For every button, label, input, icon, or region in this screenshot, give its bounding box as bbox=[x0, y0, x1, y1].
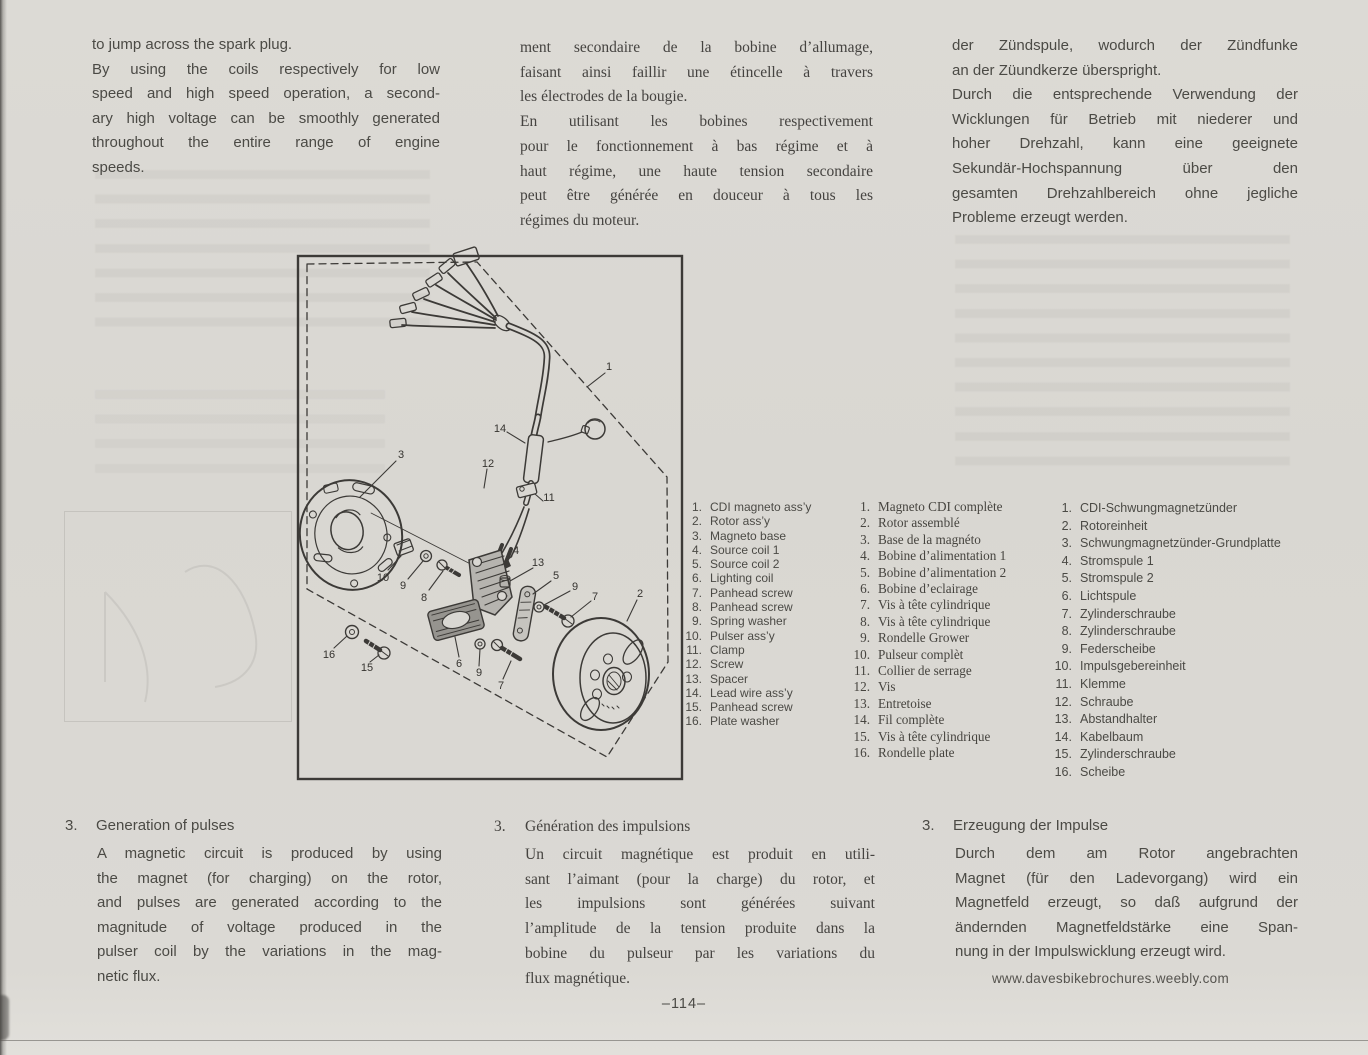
part-number: 10. bbox=[1054, 659, 1072, 674]
callout-label: 9 bbox=[399, 580, 407, 592]
parts-list-item bbox=[844, 581, 1044, 597]
part-name: Abstandhalter bbox=[1080, 712, 1158, 727]
parts-list-item bbox=[1044, 553, 1314, 571]
panhead-screw bbox=[546, 604, 574, 627]
body-paragraph-french bbox=[525, 843, 875, 991]
text-line: peut être générée en douceur à tous les bbox=[520, 187, 873, 205]
parts-list-item bbox=[676, 571, 851, 585]
part-name: Rotoreinheit bbox=[1080, 518, 1148, 533]
text-line: By using the coils respectively for low bbox=[92, 60, 440, 78]
part-number: 3. bbox=[860, 531, 870, 547]
part-name: CDI-Schwungmagnetzünder bbox=[1080, 501, 1238, 515]
part-name: Source coil 2 bbox=[710, 557, 780, 572]
parts-list-item bbox=[676, 700, 851, 714]
text-line: les électrodes de la bougie. bbox=[520, 88, 688, 106]
intro-paragraph-french bbox=[520, 36, 873, 234]
part-name: Vis à tête cylindrique bbox=[878, 613, 991, 629]
part-name: Federscheibe bbox=[1080, 641, 1156, 656]
callout-label: 4 bbox=[512, 545, 520, 557]
spring-washer bbox=[534, 602, 544, 612]
parts-list-item bbox=[1044, 729, 1314, 747]
part-number: 15. bbox=[853, 728, 870, 744]
stator-plate bbox=[296, 471, 412, 600]
section-title: Generation of pulses bbox=[96, 817, 235, 834]
part-name: Zylinderschraube bbox=[1080, 606, 1176, 621]
part-name: Vis à tête cylindrique bbox=[878, 728, 991, 744]
part-number: 14. bbox=[1054, 729, 1072, 744]
parts-list-item bbox=[676, 629, 851, 643]
part-name: Panhead screw bbox=[710, 700, 793, 715]
callout-label: 8 bbox=[420, 592, 428, 604]
part-name: Base de la magnéto bbox=[878, 531, 981, 547]
text-line: hoher Drehzahl, kann eine geeignete bbox=[952, 135, 1298, 153]
part-name: Plate washer bbox=[710, 714, 780, 729]
parts-list-item bbox=[676, 500, 851, 514]
part-name: Source coil 1 bbox=[710, 542, 780, 557]
callout-label: 6 bbox=[455, 658, 463, 670]
part-name: Spring washer bbox=[710, 614, 787, 629]
bleedthrough-figure-box bbox=[64, 511, 292, 722]
pulser-pickup bbox=[393, 538, 413, 556]
part-number: 2. bbox=[691, 514, 702, 529]
parts-list-item bbox=[1044, 606, 1314, 624]
part-name: Magneto CDI complète bbox=[878, 499, 1003, 514]
text-line: speeds. bbox=[92, 158, 145, 176]
parts-list-item bbox=[676, 657, 851, 671]
part-name: Pulser ass’y bbox=[710, 628, 775, 643]
text-line: Un circuit magnétique est produit en utili- bbox=[525, 846, 875, 863]
parts-list-item bbox=[676, 643, 851, 657]
part-number: 16. bbox=[685, 714, 702, 729]
part-number: 7. bbox=[1061, 606, 1072, 621]
part-name: Panhead screw bbox=[710, 585, 793, 600]
part-number: 12. bbox=[1054, 694, 1072, 709]
parts-list-item bbox=[676, 529, 851, 543]
text-line: haut régime, une haute tension secondaire bbox=[520, 162, 873, 180]
parts-list-item bbox=[844, 745, 1044, 761]
part-number: 7. bbox=[860, 597, 870, 613]
part-number: 13. bbox=[1054, 712, 1072, 727]
part-name: Rondelle Grower bbox=[878, 630, 970, 646]
wiring-harness bbox=[390, 247, 605, 571]
part-name: Spacer bbox=[710, 671, 749, 686]
part-name: Bobine d’alimentation 1 bbox=[878, 548, 1007, 564]
part-number: 12. bbox=[685, 657, 702, 672]
parts-list-item bbox=[1044, 694, 1314, 712]
section-heading-french bbox=[494, 818, 690, 836]
parts-list-item bbox=[1044, 623, 1314, 641]
text-line: Wicklungen für Betrieb mit niederer und bbox=[952, 110, 1298, 128]
parts-list-item bbox=[1044, 676, 1314, 694]
part-number: 8. bbox=[860, 613, 870, 629]
text-line: pour le fonctionnement à bas régime et à bbox=[520, 137, 873, 155]
part-number: 9. bbox=[691, 614, 702, 629]
section-title: Génération des impulsions bbox=[525, 818, 691, 835]
text-line: netic flux. bbox=[97, 967, 161, 985]
section-heading-english bbox=[65, 817, 234, 834]
parts-list-item bbox=[1044, 764, 1314, 782]
part-number: 1. bbox=[691, 500, 702, 514]
part-name: Impulsgebereinheit bbox=[1080, 659, 1186, 674]
parts-list-item bbox=[1044, 746, 1314, 764]
text-line: Durch die entsprechende Verwendung der bbox=[952, 86, 1298, 104]
part-name: Stromspule 1 bbox=[1080, 553, 1154, 568]
part-number: 4. bbox=[860, 548, 870, 564]
callout-label: 12 bbox=[481, 458, 495, 470]
parts-list-item bbox=[676, 557, 851, 571]
part-name: Schwungmagnetzünder-Grundplatte bbox=[1080, 536, 1281, 551]
parts-list-item bbox=[844, 614, 1044, 630]
part-number: 6. bbox=[691, 571, 702, 586]
part-number: 9. bbox=[860, 630, 870, 646]
part-name: Magneto base bbox=[710, 528, 787, 543]
part-number: 11. bbox=[854, 663, 870, 679]
part-name: Zylinderschraube bbox=[1080, 624, 1176, 639]
part-name: Lighting coil bbox=[710, 571, 774, 586]
parts-list-german bbox=[1044, 500, 1314, 782]
text-line: ary high voltage can be smoothly generated bbox=[92, 109, 440, 127]
part-number: 5. bbox=[691, 557, 702, 572]
callout-label: 9 bbox=[475, 667, 483, 679]
scan-corner-shadow bbox=[0, 995, 9, 1040]
parts-list-item bbox=[1044, 500, 1314, 518]
callout-label: 7 bbox=[591, 591, 599, 603]
parts-list-item bbox=[844, 548, 1044, 564]
part-number: 5. bbox=[860, 564, 870, 580]
part-name: Kabelbaum bbox=[1080, 729, 1144, 744]
parts-list-item bbox=[1044, 641, 1314, 659]
parts-list-item bbox=[676, 672, 851, 686]
part-number: 15. bbox=[685, 700, 702, 715]
part-number: 8. bbox=[691, 600, 702, 615]
parts-list-item bbox=[844, 696, 1044, 712]
parts-list-french bbox=[844, 499, 1044, 762]
parts-list-item bbox=[844, 597, 1044, 613]
part-number: 10. bbox=[685, 628, 702, 643]
part-number: 3. bbox=[1061, 536, 1072, 551]
callout-label: 15 bbox=[360, 662, 374, 674]
parts-list-item bbox=[1044, 518, 1314, 536]
callout-label: 14 bbox=[493, 423, 507, 435]
parts-list-item bbox=[1044, 570, 1314, 588]
parts-list-item bbox=[844, 729, 1044, 745]
lighting-coil bbox=[427, 599, 485, 641]
panhead-screw bbox=[437, 560, 459, 575]
scan-bottom-line bbox=[0, 1040, 1368, 1041]
callout-label: 2 bbox=[636, 588, 644, 600]
text-line: Probleme erzeugt werden. bbox=[952, 209, 1128, 227]
part-number: 6. bbox=[860, 581, 870, 597]
section-number: 3. bbox=[65, 817, 78, 834]
part-number: 1. bbox=[860, 499, 870, 514]
part-name: Klemme bbox=[1080, 676, 1126, 691]
part-name: CDI magneto ass’y bbox=[710, 500, 812, 514]
text-line: der Zündspule, wodurch der Zündfunke bbox=[952, 37, 1298, 54]
part-name: Bobine d’eclairage bbox=[878, 581, 978, 597]
part-number: 8. bbox=[1061, 624, 1072, 639]
rotor-flywheel bbox=[553, 618, 649, 730]
parts-list-item bbox=[676, 686, 851, 700]
text-line: and pulses are generated according to the bbox=[97, 894, 442, 912]
part-number: 9. bbox=[1061, 641, 1072, 656]
text-line: bobine du pulseur par les variations du bbox=[525, 944, 875, 962]
part-name: Rotor ass’y bbox=[710, 514, 771, 529]
parts-list-item bbox=[1044, 711, 1314, 729]
parts-list-item bbox=[844, 565, 1044, 581]
panhead-screw bbox=[492, 640, 521, 660]
parts-list-item bbox=[844, 712, 1044, 728]
figure-frame bbox=[298, 256, 682, 779]
text-line: the magnet (for charging) on the rotor, bbox=[97, 869, 442, 887]
parts-list-item bbox=[676, 600, 851, 614]
section-number: 3. bbox=[922, 817, 935, 834]
part-number: 14. bbox=[685, 685, 702, 700]
intro-paragraph-german bbox=[952, 34, 1298, 231]
parts-list-item bbox=[676, 614, 851, 628]
part-name: Pulseur complèt bbox=[878, 646, 964, 662]
plate-washer bbox=[346, 626, 359, 639]
text-line: sant l’aimant (pour la charge) du rotor, et bbox=[525, 870, 875, 888]
parts-list-item bbox=[844, 499, 1044, 515]
part-name: Lichtspule bbox=[1080, 588, 1137, 603]
part-number: 15. bbox=[1054, 747, 1072, 762]
parts-list-item bbox=[844, 630, 1044, 646]
text-line: speed and high speed operation, a second- bbox=[92, 85, 440, 103]
part-name: Panhead screw bbox=[710, 600, 793, 615]
part-name: Lead wire ass’y bbox=[710, 685, 793, 700]
parts-list-item bbox=[676, 586, 851, 600]
part-number: 5. bbox=[1061, 571, 1072, 586]
text-line: régimes du moteur. bbox=[520, 211, 640, 229]
text-line: throughout the entire range of engine bbox=[92, 134, 440, 152]
text-line: an der Züundkerze überspright. bbox=[952, 61, 1162, 79]
body-paragraph-german bbox=[955, 842, 1298, 965]
part-number: 13. bbox=[685, 671, 702, 686]
part-name: Zylinderschraube bbox=[1080, 747, 1176, 762]
spring-washer bbox=[475, 639, 485, 649]
part-name: Vis à tête cylindrique bbox=[878, 597, 991, 613]
part-name: Schraube bbox=[1080, 694, 1134, 709]
part-number: 13. bbox=[853, 695, 870, 711]
part-number: 2. bbox=[1061, 518, 1072, 533]
part-name: Bobine d’alimentation 2 bbox=[878, 564, 1007, 580]
spring-washer bbox=[421, 551, 432, 562]
text-line: magnitude of voltage produced in the bbox=[97, 918, 442, 936]
text-line: nung in der Impulswicklung erzeugt wird. bbox=[955, 943, 1226, 961]
text-line: A magnetic circuit is produced by using bbox=[97, 845, 442, 862]
part-name: Rotor assemblé bbox=[878, 515, 960, 531]
dashed-outline bbox=[307, 262, 668, 757]
callout-label: 7 bbox=[497, 680, 505, 692]
parts-list-item bbox=[676, 514, 851, 528]
callout-label: 5 bbox=[552, 570, 560, 582]
part-name: Clamp bbox=[710, 642, 745, 657]
parts-list-item bbox=[844, 515, 1044, 531]
text-line: faisant ainsi faillir une étincelle à travers bbox=[520, 63, 873, 81]
text-line: Magnet (für den Ladevorgang) wird ein bbox=[955, 869, 1298, 887]
parts-list-item bbox=[844, 532, 1044, 548]
part-number: 2. bbox=[860, 515, 870, 531]
part-number: 6. bbox=[1061, 588, 1072, 603]
callout-label: 13 bbox=[531, 557, 545, 569]
text-line: Sekundär-Hochspannung über den bbox=[952, 159, 1298, 177]
parts-list-item bbox=[1044, 588, 1314, 606]
part-name: Vis bbox=[878, 679, 896, 695]
part-name: Scheibe bbox=[1080, 764, 1126, 779]
parts-list-item bbox=[676, 714, 851, 728]
parts-list-english bbox=[676, 500, 851, 729]
part-number: 16. bbox=[853, 745, 870, 761]
bleedthrough-text bbox=[955, 235, 1290, 480]
callout-label: 1 bbox=[605, 361, 613, 373]
text-line: ment secondaire de la bobine d’allumage, bbox=[520, 39, 873, 56]
parts-list-item bbox=[844, 663, 1044, 679]
part-number: 1. bbox=[1061, 501, 1072, 515]
callout-label: 16 bbox=[322, 649, 336, 661]
part-number: 16. bbox=[1054, 764, 1072, 779]
part-number: 12. bbox=[853, 679, 870, 695]
text-line: En utilisant les bobines respectivement bbox=[520, 113, 873, 131]
part-number: 11. bbox=[1055, 676, 1072, 691]
part-name: Entretoise bbox=[878, 695, 932, 711]
text-line: flux magnétique. bbox=[525, 969, 631, 987]
part-name: Fil complète bbox=[878, 712, 945, 728]
scan-left-edge bbox=[0, 0, 7, 1055]
section-title: Erzeugung der Impulse bbox=[953, 817, 1109, 834]
text-line: l’amplitude de la tension produite dans la bbox=[525, 920, 875, 938]
parts-list-item bbox=[844, 647, 1044, 663]
parts-list-item bbox=[676, 543, 851, 557]
callout-label: 10 bbox=[376, 572, 390, 584]
page-number: –114– bbox=[661, 996, 707, 1012]
part-name: Stromspule 2 bbox=[1080, 571, 1154, 586]
parts-list-item bbox=[1044, 658, 1314, 676]
callout-label: 9 bbox=[571, 581, 579, 593]
text-line: les impulsions sont générées suivant bbox=[525, 895, 875, 913]
text-line: to jump across the spark plug. bbox=[92, 36, 293, 53]
part-name: Rondelle plate bbox=[878, 745, 955, 761]
section-heading-german bbox=[922, 817, 1108, 834]
text-line: Magnetfeld erzeugt, so daß aufgrund der bbox=[955, 894, 1298, 912]
parts-list-item bbox=[844, 679, 1044, 695]
intro-paragraph-english bbox=[92, 33, 440, 181]
text-line: pulser coil by the variations in the mag- bbox=[97, 943, 442, 961]
part-number: 4. bbox=[691, 542, 702, 557]
parts-list-item bbox=[1044, 535, 1314, 553]
part-number: 11. bbox=[686, 642, 702, 657]
section-number: 3. bbox=[494, 818, 506, 835]
text-line: Durch dem am Rotor angebrachten bbox=[955, 845, 1298, 862]
part-number: 7. bbox=[691, 585, 702, 600]
callout-label: 3 bbox=[397, 449, 405, 461]
exploded-view-figure bbox=[296, 245, 684, 783]
part-name: Collier de serrage bbox=[878, 663, 972, 679]
part-number: 14. bbox=[853, 712, 870, 728]
exploded-diagram bbox=[296, 245, 684, 783]
part-number: 4. bbox=[1061, 553, 1072, 568]
watermark-url: www.davesbikebrochures.weebly.com bbox=[992, 971, 1230, 986]
text-line: gesamten Drehzahlbereich ohne jegliche bbox=[952, 184, 1298, 202]
callout-label: 11 bbox=[543, 492, 555, 504]
part-name: Screw bbox=[710, 657, 744, 672]
part-number: 3. bbox=[691, 528, 702, 543]
text-line: ändernden Magnetfeldstärke eine Span- bbox=[955, 918, 1298, 936]
part-number: 10. bbox=[853, 646, 870, 662]
body-paragraph-english bbox=[97, 842, 442, 990]
